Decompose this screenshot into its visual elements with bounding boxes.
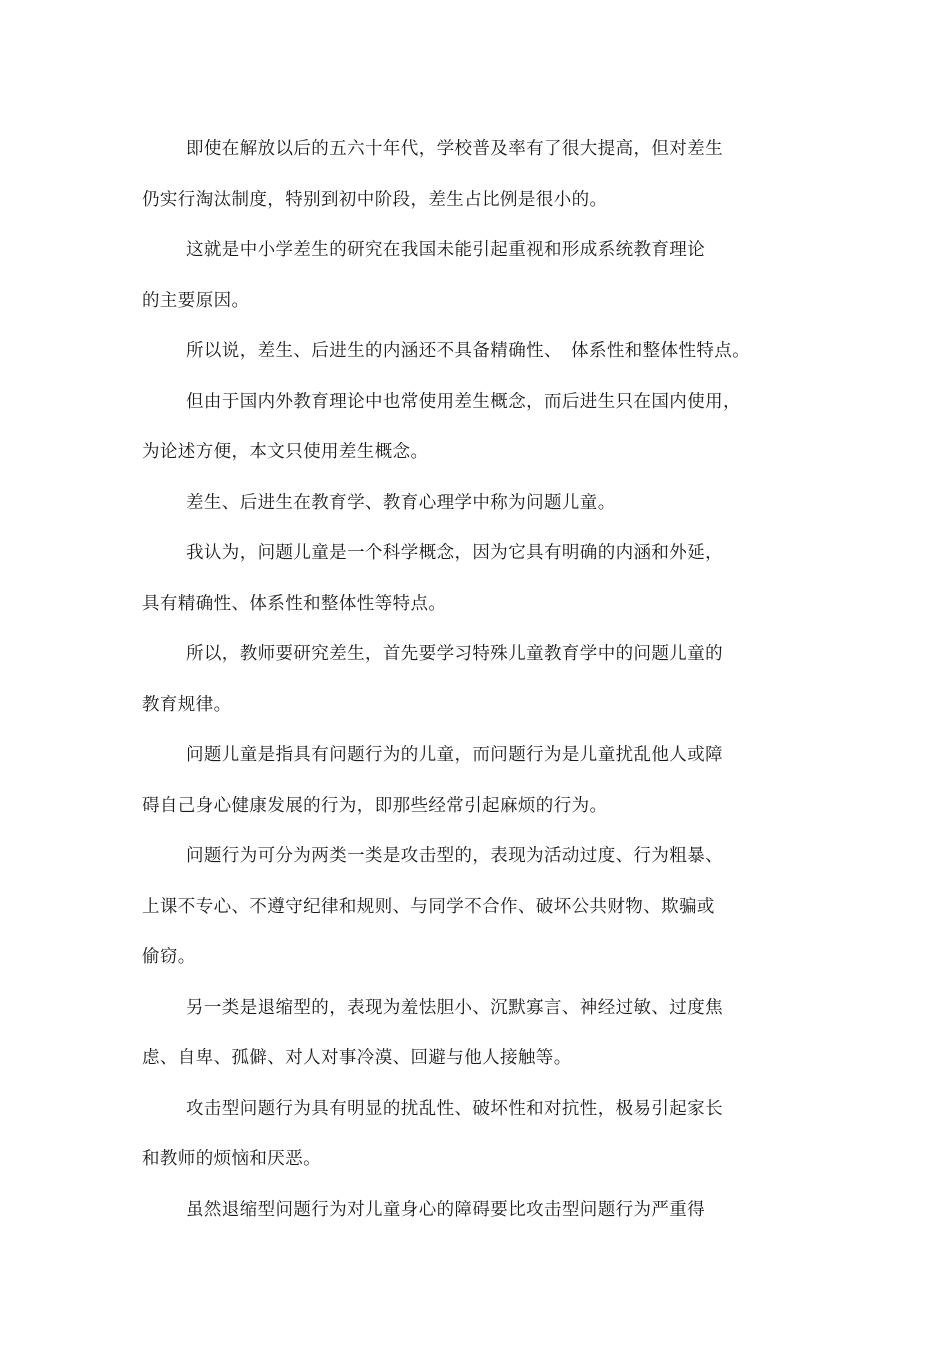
paragraph-line: 上课不专心、不遵守纪律和规则、与同学不合作、破坏公共财物、欺骗或 [142, 896, 715, 917]
paragraph-9 [142, 831, 802, 983]
paragraph-line: 为论述方便，本文只使用差生概念。 [142, 442, 429, 462]
paragraph-line: 这就是中小学差生的研究在我国未能引起重视和形成系统教育理论 [186, 240, 706, 260]
paragraph-line: 问题行为可分为两类一类是攻击型的，表现为活动过度、行为粗暴、 [186, 846, 723, 866]
paragraph-line: 具有精确性、体系性和整体性等特点。 [142, 593, 447, 614]
paragraph-line: 所以，教师要研究差生，首先要学习特殊儿童教育学中的问题儿童的 [186, 644, 723, 664]
paragraph-line: 虑、自卑、孤僻、对人对事冷漠、回避与他人接触等。 [142, 1048, 572, 1068]
paragraph-line: 问题儿童是指具有问题行为的儿童，而问题行为是儿童扰乱他人或障 [186, 745, 723, 765]
paragraph-2 [142, 225, 802, 326]
paragraph-line: 偷窃。 [142, 947, 196, 967]
paragraph-6 [142, 528, 802, 629]
paragraph-3 [142, 326, 802, 377]
paragraph-line: 差生、后进生在教育学、教育心理学中称为问题儿童。 [186, 492, 616, 513]
paragraph-10 [142, 983, 802, 1084]
paragraph-5 [142, 478, 802, 529]
paragraph-line: 和教师的烦恼和厌恶。 [142, 1149, 321, 1169]
paragraph-line: 碍自己身心健康发展的行为，即那些经常引起麻烦的行为。 [142, 795, 608, 816]
paragraph-7 [142, 629, 802, 730]
document-body [142, 124, 802, 1235]
paragraph-line: 即使在解放以后的五六十年代，学校普及率有了很大提高，但对差生 [186, 139, 723, 159]
paragraph-line: 虽然退缩型问题行为对儿童身心的障碍要比攻击型问题行为严重得 [186, 1199, 706, 1220]
paragraph-line: 仍实行淘汰制度，特别到初中阶段，差生占比例是很小的。 [142, 189, 608, 210]
paragraph-11 [142, 1084, 802, 1185]
paragraph-line: 我认为，问题儿童是一个科学概念，因为它具有明确的内涵和外延， [186, 543, 723, 563]
paragraph-4 [142, 377, 802, 478]
paragraph-line: 但由于国内外教育理论中也常使用差生概念，而后进生只在国内使用， [186, 391, 741, 412]
paragraph-line: 的主要原因。 [142, 290, 250, 311]
paragraph-1 [142, 124, 802, 225]
paragraph-12 [142, 1185, 802, 1236]
paragraph-line: 所以说，差生、后进生的内涵还不具备精确性、 体系性和整体性特点。 [186, 341, 751, 361]
paragraph-line: 攻击型问题行为具有明显的扰乱性、破坏性和对抗性，极易引起家长 [186, 1098, 723, 1119]
paragraph-line: 另一类是退缩型的，表现为羞怯胆小、沉默寡言、神经过敏、过度焦 [186, 997, 723, 1018]
paragraph-8 [142, 730, 802, 831]
paragraph-line: 教育规律。 [142, 694, 232, 715]
